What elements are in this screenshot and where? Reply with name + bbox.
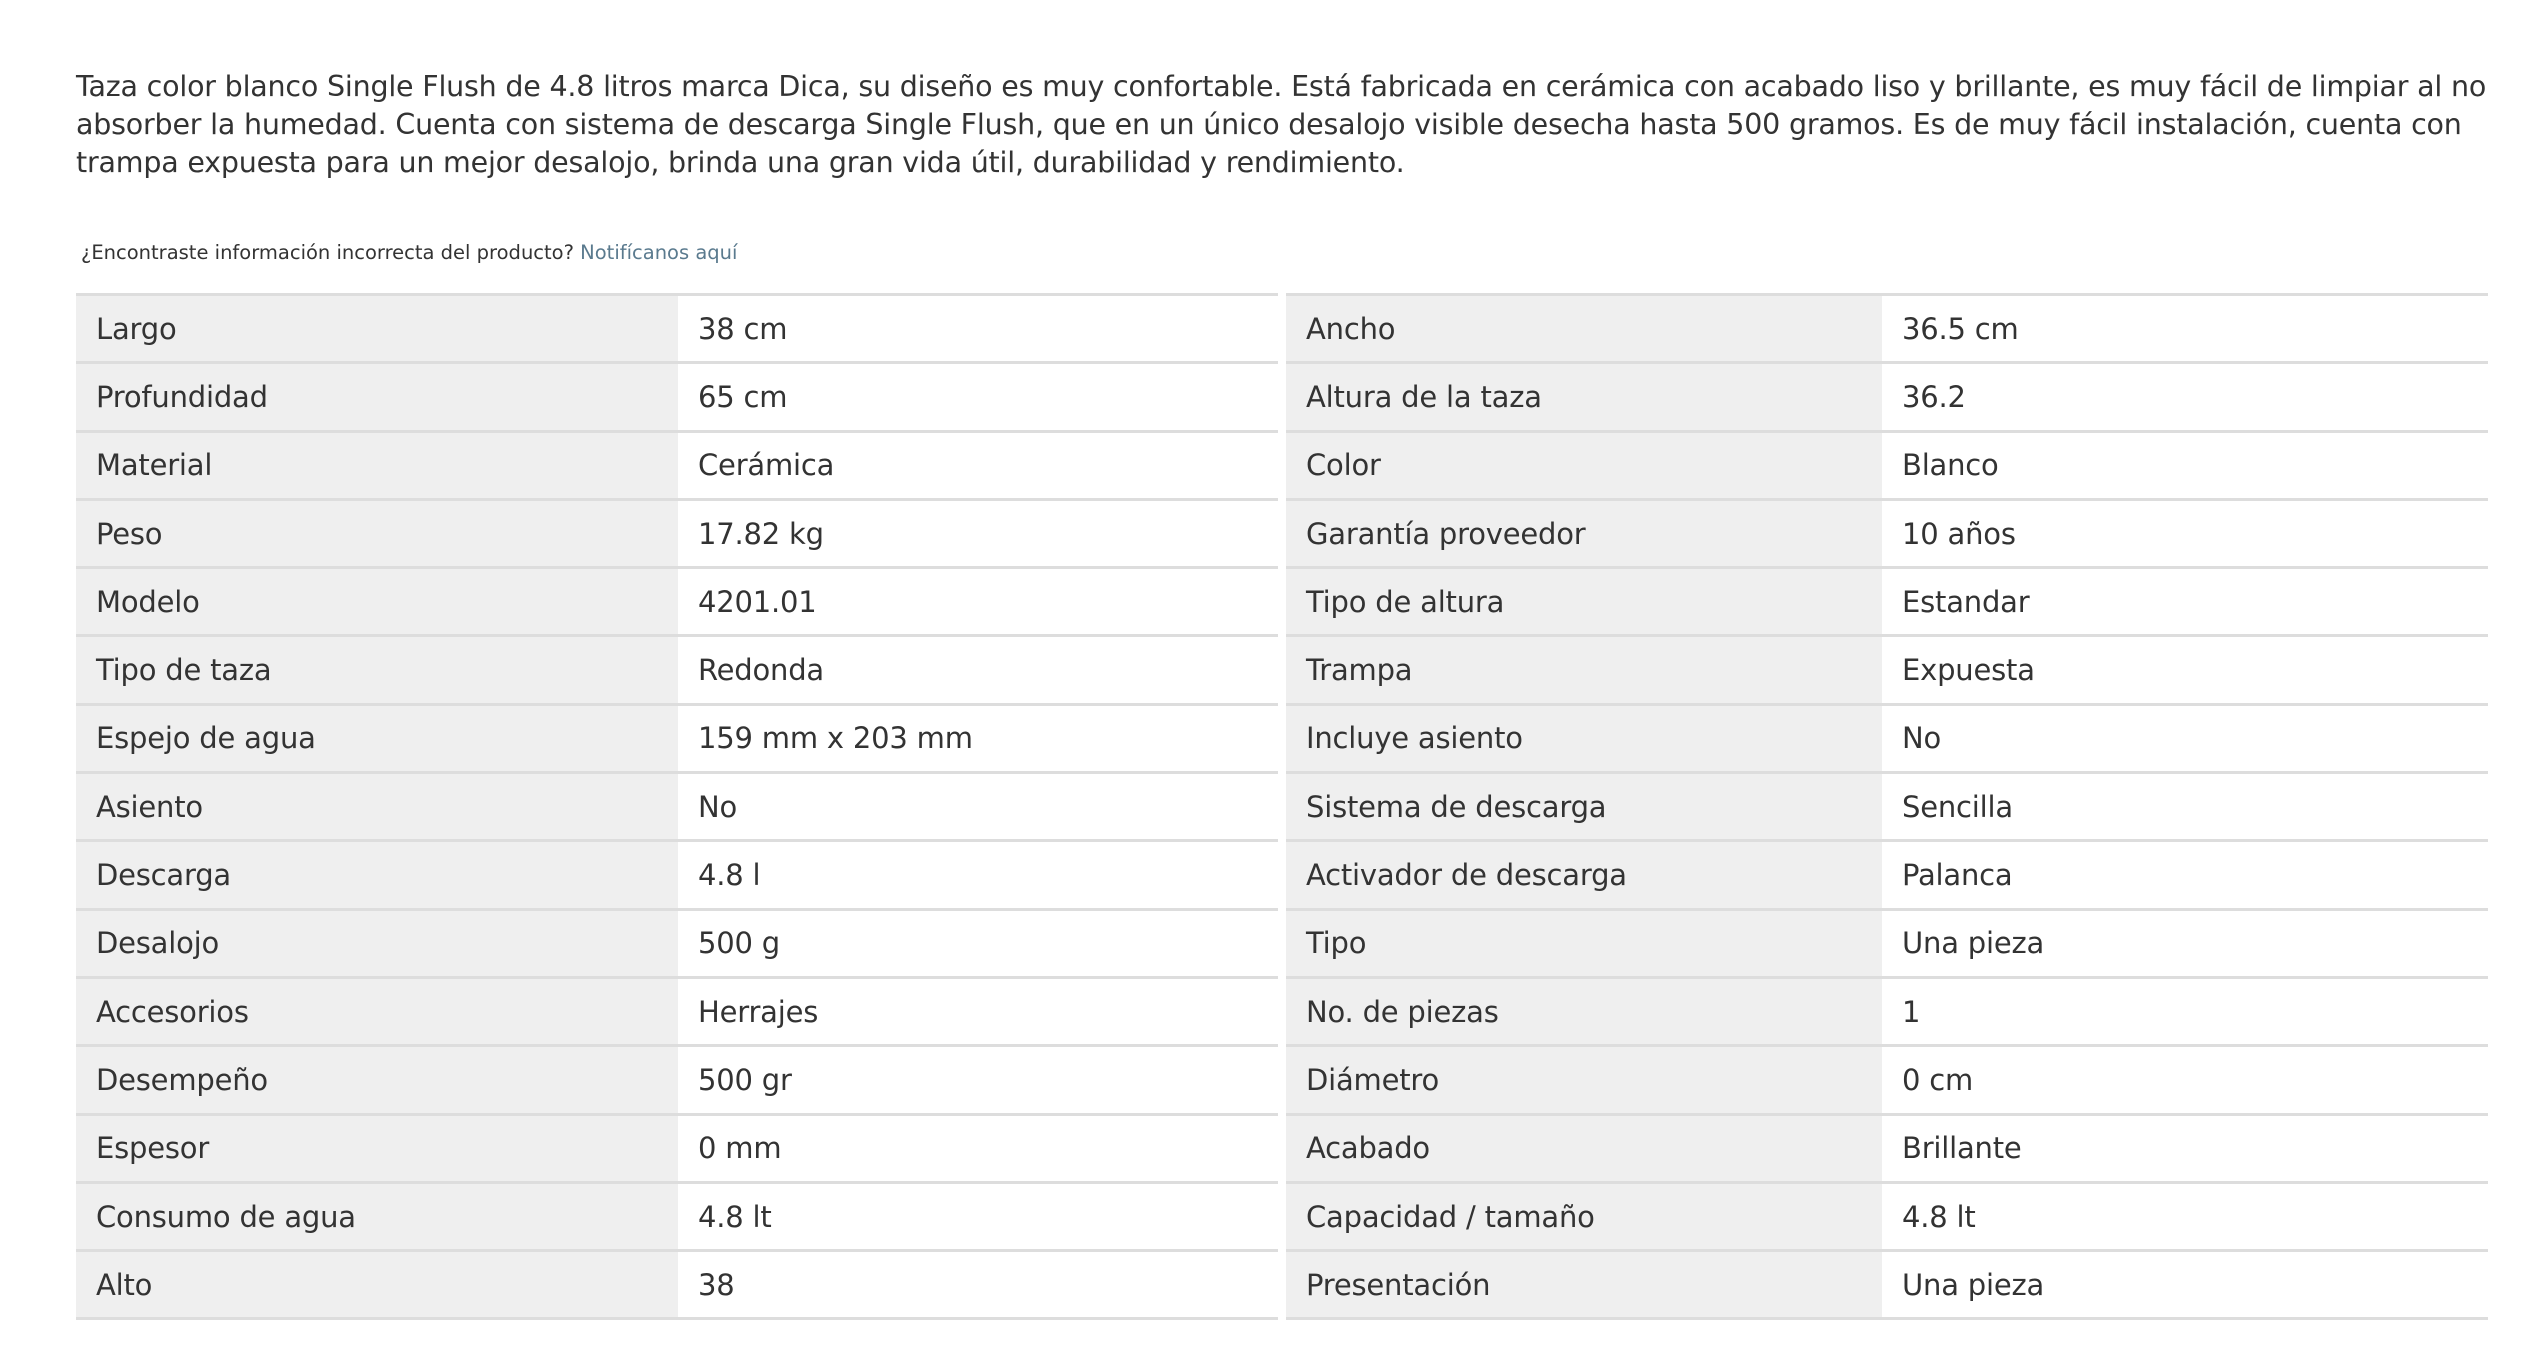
spec-label: Accesorios (76, 977, 678, 1045)
spec-value: 10 años (1882, 499, 2488, 567)
spec-row (76, 431, 1278, 499)
spec-row (1286, 431, 2488, 499)
spec-label: Garantía proveedor (1286, 499, 1882, 567)
spec-value: Una pieza (1882, 909, 2488, 977)
spec-value: Redonda (678, 636, 1278, 704)
spec-row (1286, 636, 2488, 704)
spec-row (1286, 977, 2488, 1045)
spec-label: Capacidad / tamaño (1286, 1182, 1882, 1250)
spec-label: Diámetro (1286, 1046, 1882, 1114)
spec-value: 4.8 l (678, 841, 1278, 909)
product-details-section (76, 68, 2488, 266)
spec-row (1286, 1251, 2488, 1319)
spec-value: 159 mm x 203 mm (678, 704, 1278, 772)
spec-row (1286, 909, 2488, 977)
spec-row (76, 704, 1278, 772)
spec-row (1286, 568, 2488, 636)
spec-label: Profundidad (76, 363, 678, 431)
spec-label: Descarga (76, 841, 678, 909)
spec-value: Una pieza (1882, 1251, 2488, 1319)
spec-value: 4.8 lt (1882, 1182, 2488, 1250)
specs-tables (76, 293, 2488, 1320)
spec-label: Altura de la taza (1286, 363, 1882, 431)
spec-row (76, 1251, 1278, 1319)
specs-table-left (76, 293, 1278, 1320)
spec-row (76, 977, 1278, 1045)
spec-value: 0 mm (678, 1114, 1278, 1182)
spec-value: Palanca (1882, 841, 2488, 909)
spec-row (76, 1114, 1278, 1182)
spec-label: Peso (76, 499, 678, 567)
spec-value: 36.5 cm (1882, 295, 2488, 363)
spec-label: Consumo de agua (76, 1182, 678, 1250)
spec-label: Modelo (76, 568, 678, 636)
spec-row (1286, 499, 2488, 567)
spec-label: Tipo de taza (76, 636, 678, 704)
incorrect-info-notice (81, 240, 2488, 266)
spec-value: Blanco (1882, 431, 2488, 499)
spec-row (76, 773, 1278, 841)
specs-table-right (1286, 293, 2488, 1320)
spec-label: Presentación (1286, 1251, 1882, 1319)
spec-label: Desalojo (76, 909, 678, 977)
spec-value: 4.8 lt (678, 1182, 1278, 1250)
spec-row (76, 1046, 1278, 1114)
spec-row (1286, 773, 2488, 841)
spec-label: Activador de descarga (1286, 841, 1882, 909)
spec-value: 38 (678, 1251, 1278, 1319)
spec-value: 4201.01 (678, 568, 1278, 636)
spec-value: 0 cm (1882, 1046, 2488, 1114)
spec-label: Asiento (76, 773, 678, 841)
spec-row (76, 568, 1278, 636)
spec-label: Ancho (1286, 295, 1882, 363)
spec-value: 36.2 (1882, 363, 2488, 431)
incorrect-info-question: ¿Encontraste información incorrecta del producto? (81, 241, 574, 264)
spec-value: Cerámica (678, 431, 1278, 499)
spec-label: Acabado (1286, 1114, 1882, 1182)
spec-value: 17.82 kg (678, 499, 1278, 567)
spec-value: Brillante (1882, 1114, 2488, 1182)
spec-label: Largo (76, 295, 678, 363)
spec-label: Sistema de descarga (1286, 773, 1882, 841)
spec-value: 65 cm (678, 363, 1278, 431)
spec-label: Alto (76, 1251, 678, 1319)
spec-row (1286, 1114, 2488, 1182)
spec-value: No (678, 773, 1278, 841)
spec-label: Material (76, 431, 678, 499)
spec-value: 38 cm (678, 295, 1278, 363)
spec-row (76, 841, 1278, 909)
spec-row (76, 1182, 1278, 1250)
spec-row (1286, 704, 2488, 772)
spec-row (76, 636, 1278, 704)
spec-label: Tipo de altura (1286, 568, 1882, 636)
spec-row (1286, 1046, 2488, 1114)
spec-value: Sencilla (1882, 773, 2488, 841)
spec-row (1286, 1182, 2488, 1250)
spec-label: Tipo (1286, 909, 1882, 977)
spec-value: 500 g (678, 909, 1278, 977)
notify-us-link[interactable]: Notifícanos aquí (580, 241, 738, 264)
spec-row (76, 909, 1278, 977)
spec-row (1286, 363, 2488, 431)
spec-label: Desempeño (76, 1046, 678, 1114)
spec-label: Trampa (1286, 636, 1882, 704)
spec-label: Espejo de agua (76, 704, 678, 772)
spec-value: Herrajes (678, 977, 1278, 1045)
spec-value: Estandar (1882, 568, 2488, 636)
spec-value: 1 (1882, 977, 2488, 1045)
spec-row (1286, 295, 2488, 363)
spec-label: Color (1286, 431, 1882, 499)
spec-label: No. de piezas (1286, 977, 1882, 1045)
spec-row (76, 499, 1278, 567)
spec-row (76, 363, 1278, 431)
spec-row (1286, 841, 2488, 909)
product-description: Taza color blanco Single Flush de 4.8 litros marca Dica, su diseño es muy confortable. Está fabricada en cerámica con acabado liso y brillante, es muy fácil de limpiar al no absorber la humedad. Cuenta con sistema de descarga Single Flush, que en un único desalojo visible desecha hasta 500 gramos. Es de muy fácil instalación, cuenta con trampa expuesta para un mejor desalojo, brinda una gran vida útil, durabilidad y rendimiento. (76, 70, 2487, 179)
spec-label: Espesor (76, 1114, 678, 1182)
spec-row (76, 295, 1278, 363)
spec-value: No (1882, 704, 2488, 772)
spec-value: 500 gr (678, 1046, 1278, 1114)
spec-label: Incluye asiento (1286, 704, 1882, 772)
spec-value: Expuesta (1882, 636, 2488, 704)
